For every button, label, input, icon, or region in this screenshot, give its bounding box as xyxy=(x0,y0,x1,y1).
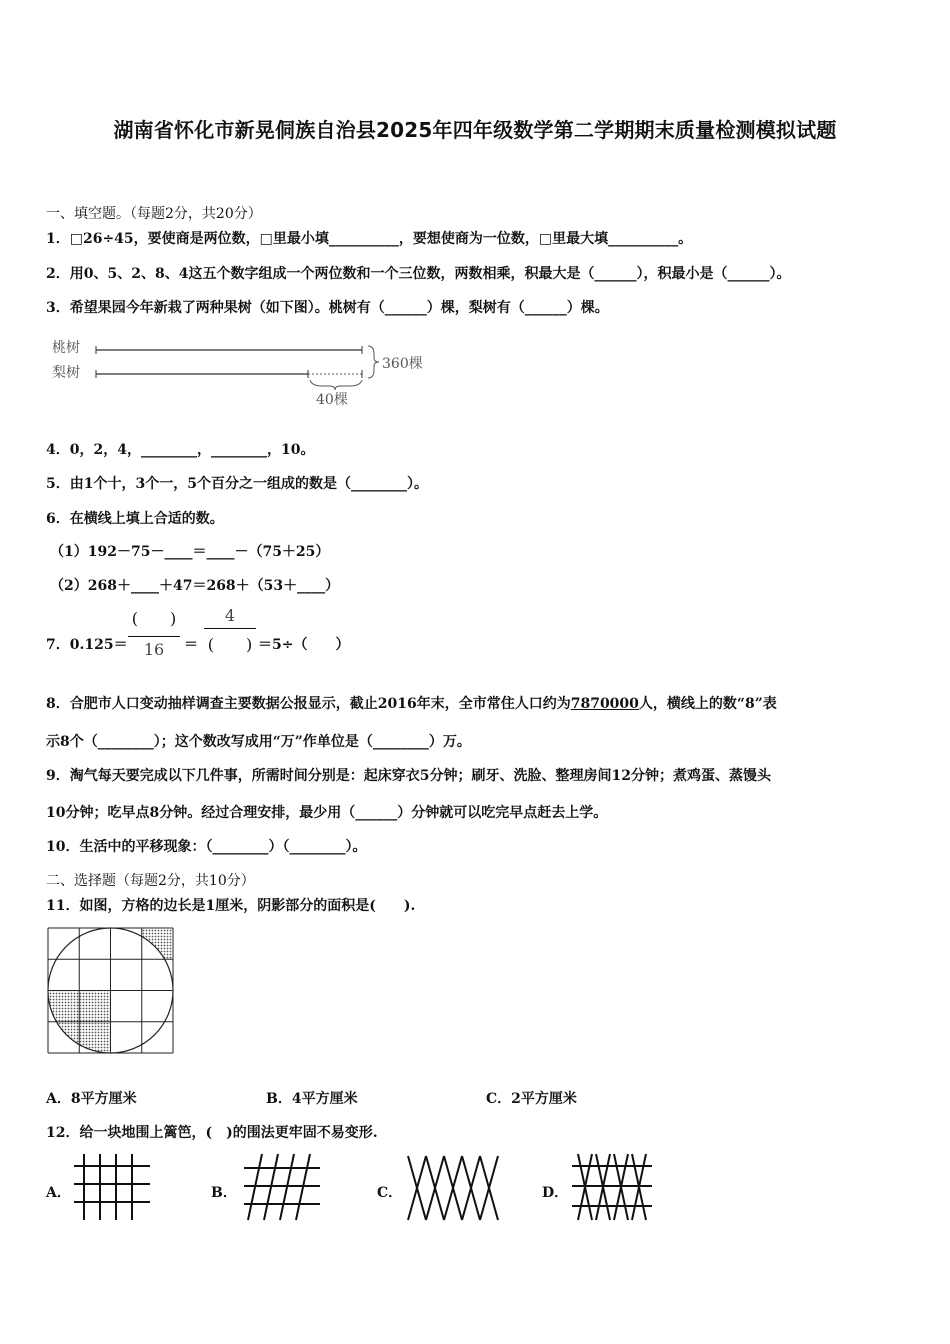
question-4: 4．0，2，4，________，________，10。 xyxy=(46,442,315,458)
question-8-line-1 xyxy=(46,693,777,713)
q12-option-d-label[interactable]: D． xyxy=(542,1185,569,1201)
q11-option-c[interactable]: C．2平方厘米 xyxy=(486,1091,577,1107)
question-10: 10．生活中的平移现象：（________）（________）。 xyxy=(46,839,367,855)
section-2-heading: 二、选择题（每题2分，共10分） xyxy=(46,873,255,889)
total-brace xyxy=(368,346,379,378)
q11-option-b[interactable]: B．4平方厘米 xyxy=(266,1091,358,1107)
total-label: 360棵 xyxy=(382,356,423,372)
fraction-1-denominator: 16 xyxy=(143,640,165,659)
fraction-2-denominator: ( ) xyxy=(207,635,253,654)
question-8-text-b: 人，横线上的数“8”表 xyxy=(638,696,777,712)
question-7-equals: ＝ xyxy=(184,637,198,653)
question-1: 1．□26÷45，要使商是两位数，□里最小填__________，要想使商为一位数，□里最大填__________。 xyxy=(46,231,693,247)
fraction-1-numerator: ( ) xyxy=(131,609,177,628)
difference-brace xyxy=(310,380,362,390)
question-5: 5．由1个十，3个一，5个百分之一组成的数是（________）。 xyxy=(46,476,428,492)
population-number: 7870000 xyxy=(570,696,639,712)
question-6-part-1: （1）192－75－____＝____－（75＋25） xyxy=(50,544,330,560)
question-8-text-a: 8．合肥市人口变动抽样调查主要数据公报显示，截止2016年末，全市常住人口约为 xyxy=(46,696,571,712)
question-6-part-2: （2）268＋____＋47＝268＋（53＋____） xyxy=(50,578,340,594)
section-1-heading: 一、填空题。（每题2分，共20分） xyxy=(46,206,262,222)
question-9-line-1: 9．淘气每天要完成以下几件事，所需时间分别是：起床穿衣5分钟；刷牙、洗脸、整理房间12分钟；煮鸡蛋、蒸馒头 xyxy=(46,768,771,784)
question-2: 2．用0、5、2、8、4这五个数字组成一个两位数和一个三位数，两数相乘，积最大是（______），积最小是（______）。 xyxy=(46,266,791,282)
question-11: 11．如图，方格的边长是1厘米，阴影部分的面积是( ). xyxy=(46,898,416,914)
fraction-2-numerator: 4 xyxy=(224,606,236,625)
question-12: 12．给一块地围上篱笆，( )的围法更牢固不易变形. xyxy=(46,1125,378,1141)
fraction-1-bar xyxy=(128,636,180,637)
peach-label: 桃树 xyxy=(52,340,80,356)
question-6: 6．在横线上填上合适的数。 xyxy=(46,511,224,527)
tree-count-diagram xyxy=(46,330,436,410)
fraction-2-bar xyxy=(204,628,256,629)
q12-option-b-label[interactable]: B． xyxy=(211,1185,237,1201)
question-8-line-2: 示8个（________）；这个数改写成用“万”作单位是（________）万。 xyxy=(46,734,471,750)
question-3: 3．希望果园今年新栽了两种果树（如下图）。桃树有（______）棵，梨树有（______）棵。 xyxy=(46,300,609,316)
difference-label: 40棵 xyxy=(316,392,348,408)
page-title: 湖南省怀化市新晃侗族自治县2025年四年级数学第二学期期末质量检测模拟试题 xyxy=(113,118,837,142)
q11-option-a[interactable]: A．8平方厘米 xyxy=(46,1091,137,1107)
q12-option-c-label[interactable]: C． xyxy=(377,1185,403,1201)
q12-option-a-label[interactable]: A． xyxy=(46,1185,71,1201)
fence-crossed-diagonal-icon xyxy=(404,1152,504,1224)
fence-parallelogram-grid-icon xyxy=(240,1152,324,1222)
fence-crossed-horizontal-icon xyxy=(570,1150,654,1224)
fence-square-grid-icon xyxy=(72,1152,152,1222)
question-9-line-2: 10分钟；吃早点8分钟。经过合理安排，最少用（______）分钟就可以吃完早点赶去上学。 xyxy=(46,805,608,821)
pear-label: 梨树 xyxy=(52,365,80,381)
question-7-lead: 7．0.125＝ xyxy=(46,637,128,653)
question-7-tail: ＝5÷（ ） xyxy=(258,637,350,653)
grid-circle-figure xyxy=(46,926,178,1058)
